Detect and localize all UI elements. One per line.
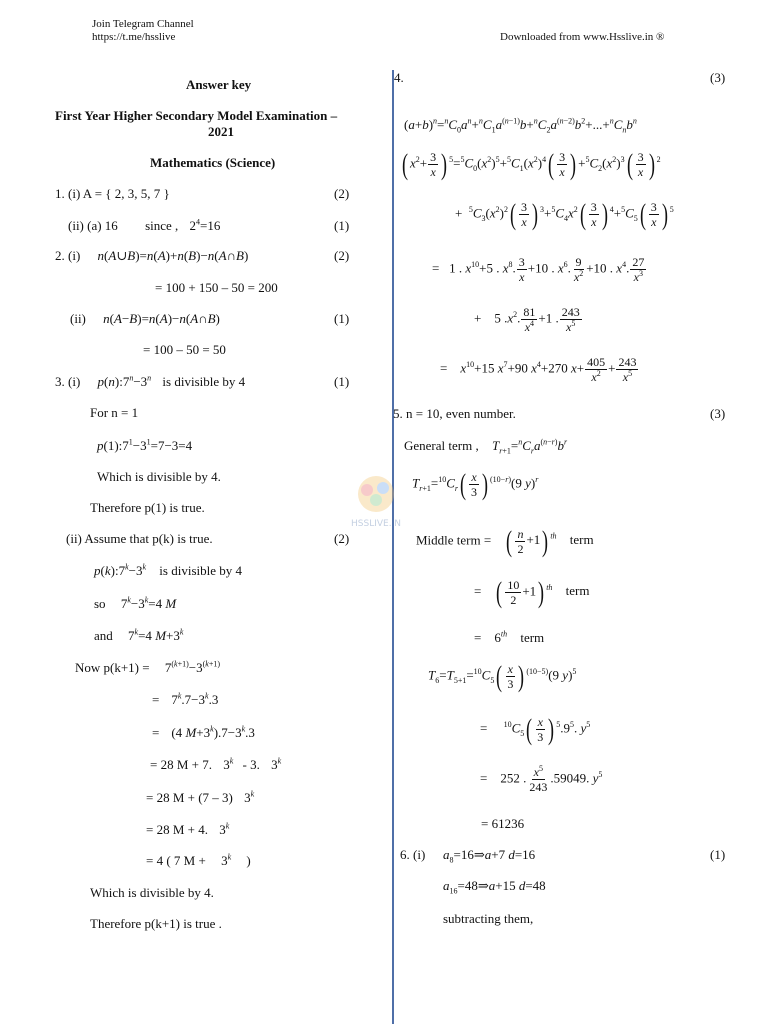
q3-i: 3. (i) $p(n):7^n-3^n$ is divisible by 4 [55,373,246,389]
q1-ii-since: since , [145,218,179,233]
for-n1: For n = 1 [90,405,139,420]
binomial-general: $(a+b)^n=^nC_0a^n+^nC_1a^{(n-1)}b+^nC_2a^{(n-2)}b^2+...+^nC_nb^n$ [404,116,637,135]
step-6: = 4 ( 7 M + 3$^k$ ) [146,852,251,868]
q4-label: 4. [394,70,404,85]
which-divisible-2: Which is divisible by 4. [90,885,214,900]
expansion-result: = $x^{10}+15$ $x^7+90$ $x^4+270$ x+ $\frac{405}{x^2}$ + $\frac{243}{x^5}$ [440,355,637,384]
subject-title: Mathematics (Science) [150,155,276,170]
q1-ii [68,218,220,234]
general-term-2: $T_{r+1}=^{10}C_r$( $\frac{x}{3}$ ) $^{(10-r)}$(9 y)$^r$ [412,467,539,501]
middle-term-2: = ( $\frac{10}{2}$ +1) $^{th}$ term [474,575,590,609]
t6-step-2: = 252 . $\frac{x^5}{243}$ .59049. $y^5$ [480,764,603,794]
expansion-line-4: + 5 $.x^2$. $\frac{81}{x^4}$ +1 . $\frac{243}{x^5}$ [474,305,580,334]
expansion-line-1: ( $x^2+$ $\frac{3}{x}$ ) $^5=^5C_0(x^2)^5+^5C_1(x^2)^4$( $\frac{3}{x}$ ) $+^5C_2(x^2)^3$( $\frac{3}{x}$ ) $^2$ [402,147,661,181]
exam-year: 2021 [208,124,234,139]
pk-line: $p(k):7^k-3^k$ is divisible by 4 [94,562,242,578]
q2-i-calc: = 100 + 150 – 50 = 200 [155,280,278,295]
and-line: and $7^k=4$ $M+3^k$ [94,627,184,643]
expansion-line-3: = 1 . $x^{10}+5$ . $x^8$. $\frac{3}{x}$ +10 . $x^6$. $\frac{9}{x^2}$ +10 . $x^4$. $\frac{27}{x^3}$ [432,255,645,284]
now-line: Now $p(k+1) = 7^{(k+1)}-3^{(k+1)}$ [75,659,221,675]
a16-equation: $a_{16}=48\Rightarrow a+15$ d=48 [443,878,546,896]
step-4: = 28 M + (7 – 3) 3$^k$ [146,789,255,805]
p1-formula: $p(1):7^1-3^1=7-3=4$ [97,437,193,453]
q1-i: 1. (i) A = { 2, 3, 5, 7 } [55,186,170,201]
step-1: = $7^k.7-3^k.3$ [152,691,219,707]
q2-ii: (ii) n(A−B)=n(A)−n(A∩B) [70,311,220,326]
column-divider [392,70,394,1024]
q1-ii-mark: (1) [334,218,350,233]
telegram-link[interactable]: https://t.me/hsslive [92,31,176,43]
step-3: = 28 M + 7. 3$^k$ - 3. 3$^k$ [150,756,282,772]
q6-mark: (1) [710,847,726,862]
t6-result: = 61236 [481,816,525,831]
q1-ii-answer: (ii) (a) 16 [68,218,118,233]
q2-ii-mark: (1) [334,311,350,326]
exam-title: First Year Higher Secondary Model Examination – [55,108,338,123]
q2-i-mark: (2) [334,248,350,263]
q3-ii: (ii) Assume that p(k) is true. [66,531,213,546]
t6-step-1: = $^{10}C_5$( $\frac{x}{3}$ ) $^5.9^5$. $y^5$ [480,712,591,746]
download-source: Downloaded from www.Hsslive.in ® [500,31,665,43]
q5-label: 5. n = 10, even number. [393,406,516,421]
telegram-text: Join Telegram Channel [92,18,194,30]
step-2: = (4 $M+3^k).7-3^k.3$ [152,724,255,740]
q2-i: 2. (i) n(A∪B)=n(A)+n(B)−n(A∩B) [55,248,249,263]
q2-ii-calc: = 100 – 50 = 50 [143,342,226,357]
middle-term: Middle term = ( $\frac{n}{2}$ +1) $^{th}$ term [416,524,594,558]
expansion-line-2: + $^5C_3(x^2)^2$( $\frac{3}{x}$ ) $^3+^5C_4x^2$( $\frac{3}{x}$ ) $^4+^5C_5$( $\frac{3}{x}$ ) $^5$ [455,197,674,231]
middle-term-3: = 6th term [474,629,545,645]
q6-label: 6. (i) [400,847,426,862]
q3-i-mark: (1) [334,374,350,389]
step-5: = 28 M + 4. 3$^k$ [146,821,230,837]
q3-ii-mark: (2) [334,531,350,546]
t6-formula: $T_6=T_{5+1}=^{10}C_5$( $\frac{x}{3}$ ) $^{(10-5)}$(9 y)$^5$ [428,659,577,693]
therefore-p1: Therefore p(1) is true. [90,500,205,515]
page-title: Answer key [186,77,252,92]
so-line: so $7^k-3^k=4$ M [94,595,177,611]
q1-i-mark: (2) [334,186,350,201]
which-divisible-1: Which is divisible by 4. [97,469,221,484]
q1-ii-formula: $2^4=16$ [189,217,221,233]
general-term: General term , $T_{r+1}=^nC_ra^{(n-r)}b^r$ [404,437,568,456]
hsslive-logo-icon [345,470,407,532]
a8-equation: $a_8=16\Rightarrow a+7$ d=16 [443,847,536,865]
subtracting-text: subtracting them, [443,911,534,926]
q5-mark: (3) [710,406,726,421]
logo-text: HSSLIVE.IN [351,519,401,529]
therefore-pk1: Therefore p(k+1) is true . [90,916,222,931]
q4-mark: (3) [710,70,726,85]
